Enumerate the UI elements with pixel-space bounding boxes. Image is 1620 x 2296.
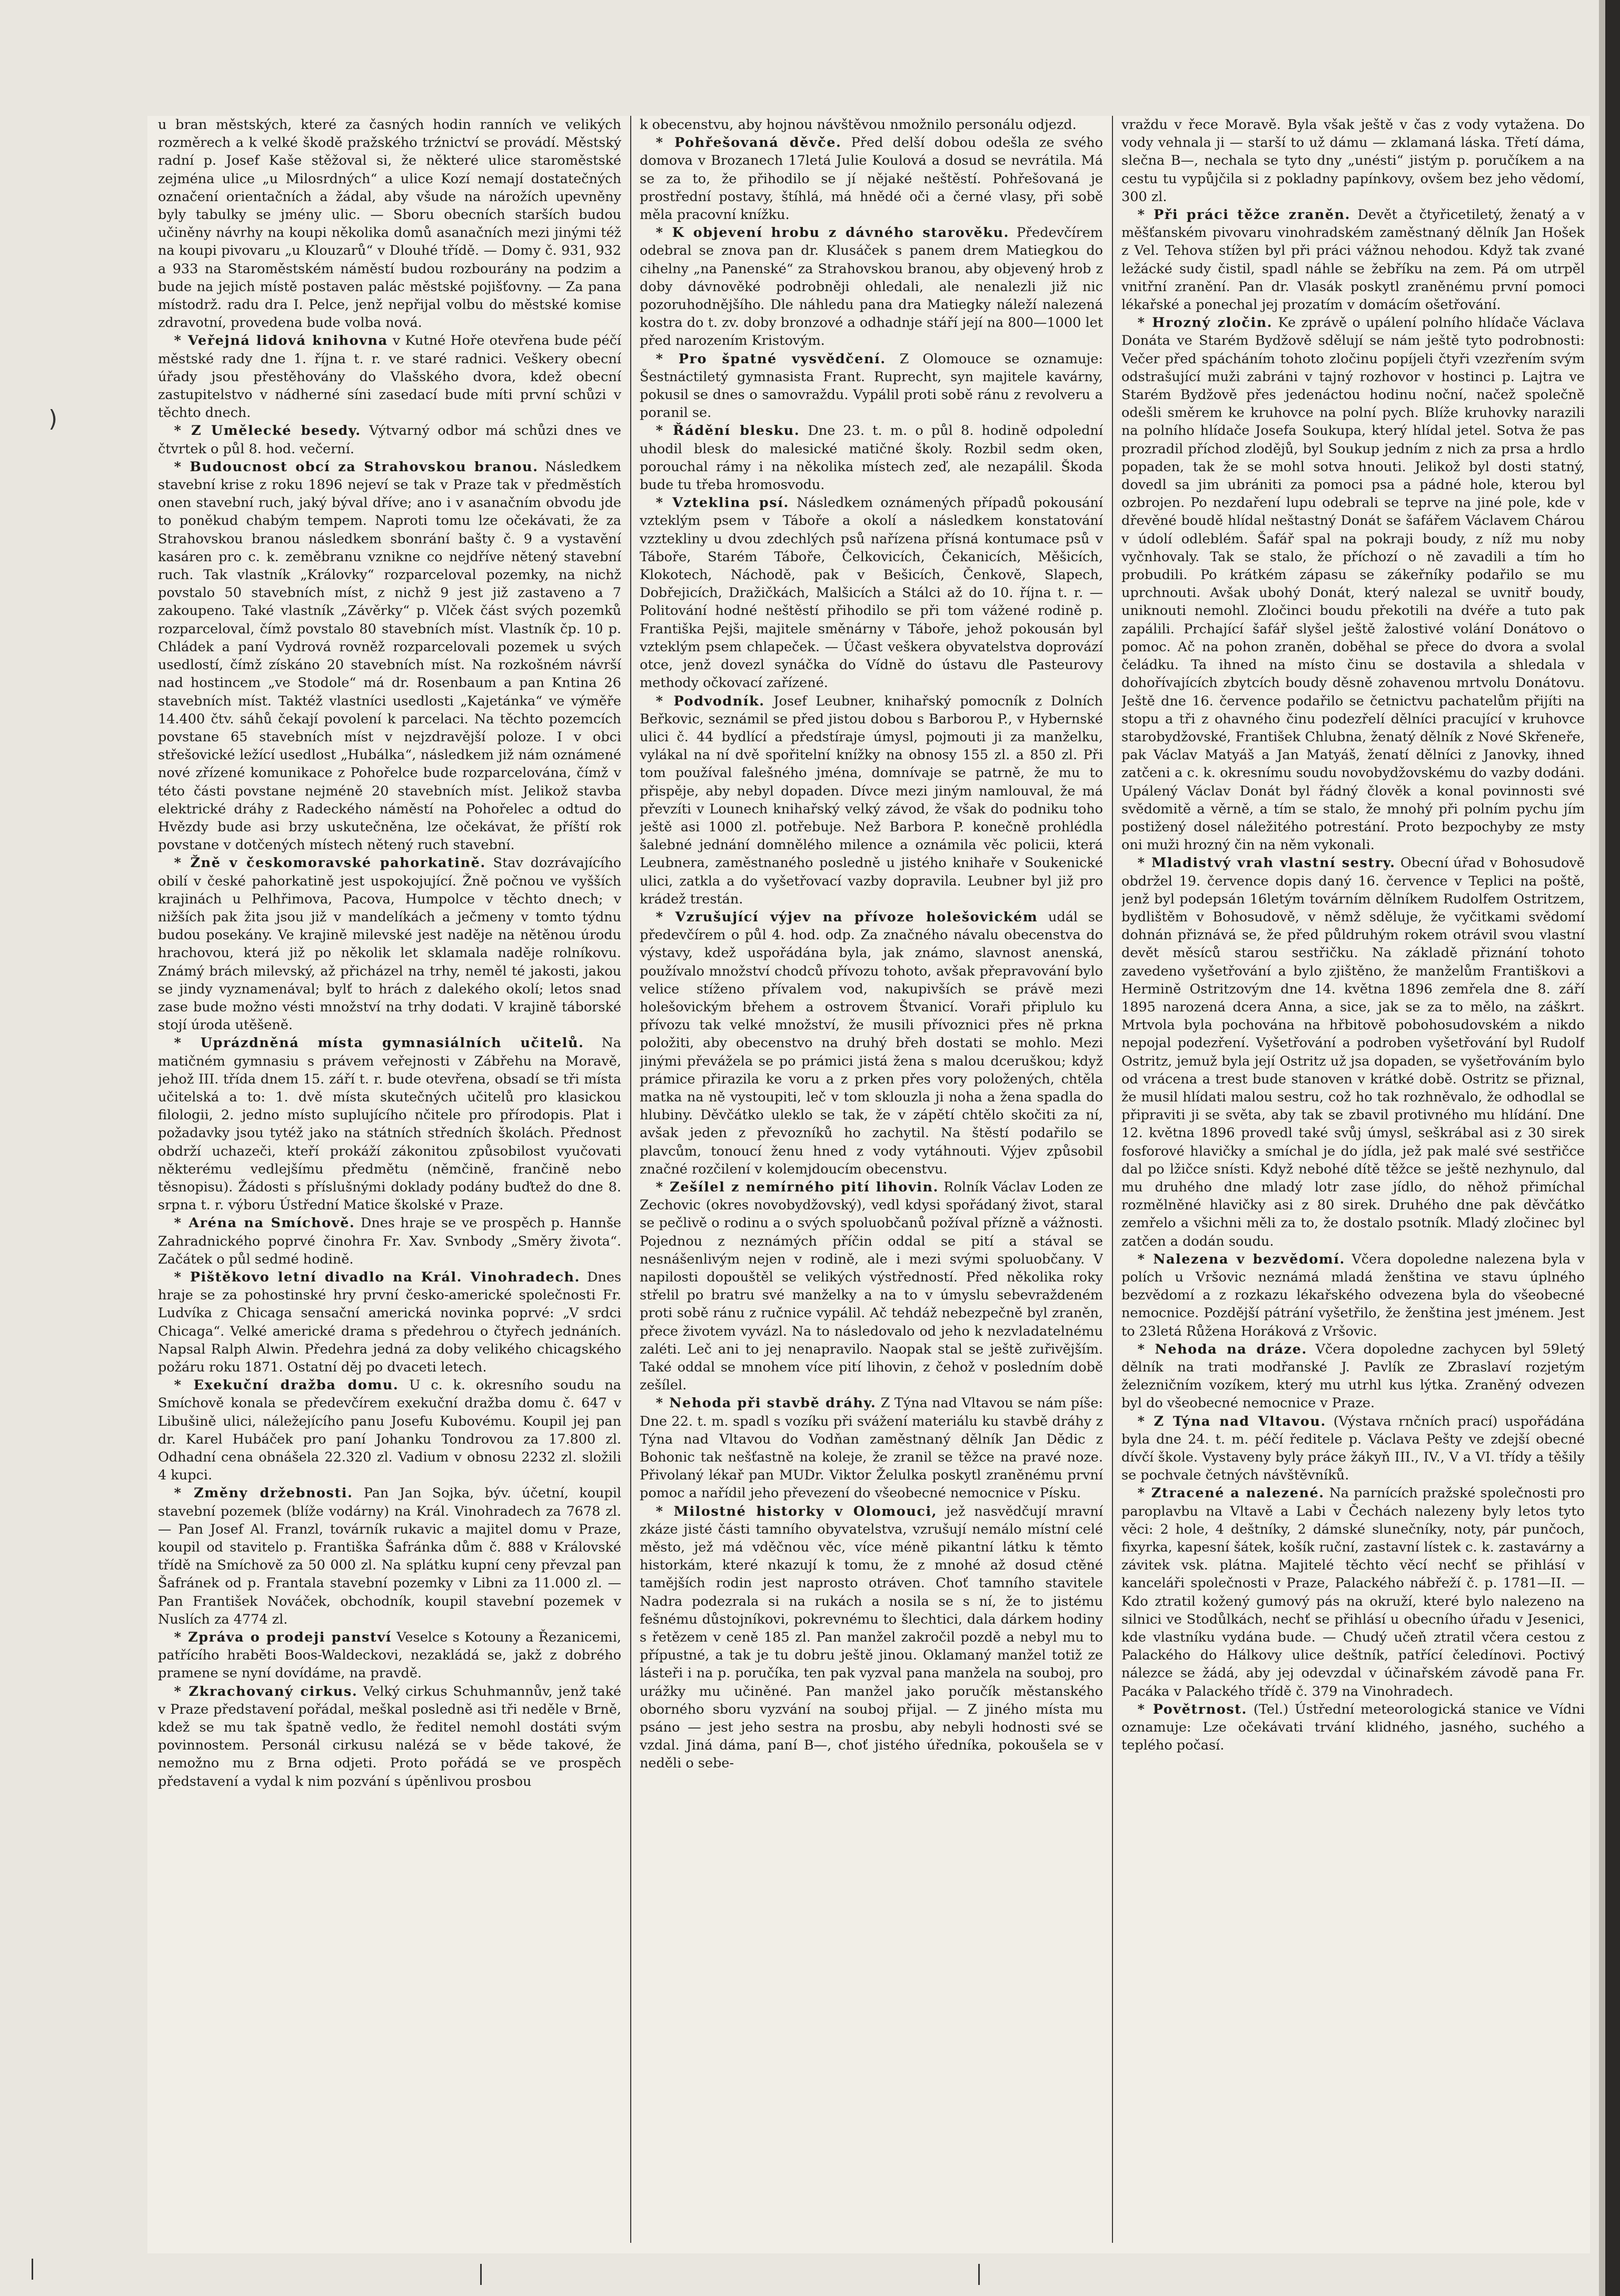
article	[640, 494, 1103, 692]
article-text: k obecenstvu, aby hojnou návštěvou nmožnilo personálu odjezd.	[640, 117, 1077, 133]
article-heading: * Nehoda při stavbě dráhy.	[655, 1395, 877, 1412]
article	[158, 458, 621, 854]
article-text: Stav dozrávajícího obilí v české pahorkatině jest uspokojující. Žně počnou ve vyšších krajinách u Pelhřimova, Pacova, Humpolce v těchto dnech; v nižších pak žita jsou již v mandelíkách a ječmeny v tomto týdnu budou posekány. Ve krajině milevské jest naděje na nětěnou úrodu hrachovou, která již po několik let sklamala naděje rolníkovu. Známý brách milevský, až přicházel na trhy, neměl té jakosti, jakou se jindy vyznamenával; bylť to hrách z dalekého okolí; letos snad zase bude možno vésti množství na trhy dodati. V krajině táborské stojí úroda utěšeně.	[158, 855, 621, 1033]
article-text: Velký cirkus Schuhmannův, jenž také v Praze představení pořádal, meškal posledně asi tři neděle v Brně, kdež se mu tak špatně vedlo, že ředitel nemohl dostáti svým povinnostem. Personál cirkusu nalézá se v běde takové, že nemožno mu z Brna odjeti. Proto pořádá se ve prospěch představení a vydal k nim pozvání s úpěnlivou prosbou	[158, 1683, 621, 1790]
article-heading: * Exekuční dražba domu.	[174, 1377, 399, 1394]
article	[158, 1214, 621, 1268]
article	[1121, 1484, 1585, 1700]
article-text: Dnes hraje se ve prospěch p. Hannše Zahradnického poprvé činohra Fr. Xav. Svnbody „Směry života“. Začátek o půl sedmé hodině.	[158, 1215, 621, 1267]
article	[158, 1034, 621, 1214]
article	[640, 350, 1103, 422]
article-text: jež nasvědčují mravní zkáze jisté části tamního obyvatelstva, vzrušují nemálo místní celé město, jež má vděčnou věc, více méně pikantní látku k těmto historkám, které nkazují k tomu, že z mnohé až dosud ctěné tamějších rodin jest naprosto otráven. Choť tamního stavitele Nadra podezrala si na rukách a nosila se s ní, že to jistému fešnému důstojníkovi, pokrevnému to šlechtici, dala dárkem hodiny s řetězem v ceně 185 zl. Pan manžel zakročil pozdě a nebyl mu to přípustné, a tak je tu dobru ještě jinou. Oklamaný manžel totiž ze lásteři i na p. poručíka, ten pak vyzval pana manžela na souboj, pro urážky mu učiněné. Pan manžel jako poručík městanského oborného sboru vyzvání na souboj přijal. — Z jiného místa mu psáno — jest jeho sestra na prosbu, aby nebyli hodnosti své se vzdal. Jiná dáma, paní B—, choť jistého úředníka, pokoušela se v neděli o sebe-	[640, 1503, 1103, 1772]
article-text: Výtvarný odbor má schůzi dnes ve čtvrtek o půl 8. hod. večerní.	[158, 423, 621, 457]
article	[1121, 1250, 1585, 1340]
article-heading: * Nalezena v bezvědomí.	[1137, 1251, 1345, 1267]
article-heading: * Zešílel z nemírného pití lihovin.	[655, 1179, 939, 1195]
article-heading: * Podvodník.	[655, 693, 765, 709]
article	[158, 1683, 621, 1791]
article	[640, 116, 1103, 134]
article-text: Z Týna nad Vltavou se nám píše: Dne 22. t. m. spadl s vozíku při svážení materiálu ku stavbě dráhy z Týna nad Vltavou do Vodňan zaměstnaný dělník Jan Dědic z Bohonic tak nešťastně na koleje, že zranil se těžce na pravé noze. Přivolaný lékař pan MUDr. Viktor Želulka poskytl zraněnému první pomoc a nařídil jeho převezení do všeobecné nemocnice v Písku.	[640, 1395, 1103, 1502]
article-heading: * Pohřešovaná děvče.	[655, 135, 842, 151]
article-text: (Výstava rnčních prací) uspořádána byla dne 24. t. m. péčí ředitele p. Václava Pešty ve zdejší obecné dívčí škole. Vystaveny byly práce žákyň III., IV., V a VI. třídy a těšily se pochvale četných návštěvníků.	[1121, 1413, 1585, 1484]
article-text: v Kutné Hoře otevřena bude péčí městské rady dne 1. října t. r. ve staré radnici. Veškery obecní úřady jsou přestěhovány do Vlašského dvora, kdež obecní zastupitelstvo v nádherné síni zasedací bude míti první schůzi v těchto dnech.	[158, 333, 621, 421]
article-text: Obecní úřad v Bohosudově obdržel 19. července dopis daný 16. července v Teplici na poště, jenž byl podepsán 16letým továrním dělníkem Rudolfem Ostritzem, bydlištěm v Bohosudově, v němž sděluje, že vyčitkami svědomí dohnán přiznává se, že před půldruhým rokem otrávil svou vlastní devět měsíců starou sestřičku. Na základě přiznání tohoto zavedeno vyšetřování a bylo zjištěno, že manželům Františkovi a Hermině Ostritzovým dne 14. května 1896 zemřela dne 8. září 1895 narozená dcera Anna, a sice, jak se za to mělo, na záškrt. Mrtvola byla pochována na hřbitově pobohosudovském a nikdo nepojal podezření. Vyšetřování a podroben vyšetřování byl Rudolf Ostritz, jemuž byla její Ostritz už jsa dopaden, se vyšetřováním bylo od vrácena a trest bude stanoven v krátké době. Ostritz se přiznal, že musil hlídati malou sestru, což ho tak rozhněvalo, že odhodlal se připraviti ji se světa, aby tak se zbavil protivného mu hlídání. Dne 12. května 1896 provedl také svůj úmysl, seškrábal asi z 30 sirek fosforové hlavičky a smíchal je do jídla, jež pak malé své sestřičce dal po lžičce snísti. Když nebohé dítě těžce se ještě nezhynulo, dal mu druhého dne mladý lotr zase jídlo, do něhož přimíchal rozmělněné hlavičky asi z 80 sirek. Druhého dne pak děvčátko zemřelo a všichni měli za to, že dostalo psotník. Mladý zločinec byl zatčen a dodán soudu.	[1121, 855, 1585, 1249]
article-heading: * Pištěkovo letní divadlo na Král. Vinohradech.	[174, 1269, 580, 1285]
article	[1121, 206, 1585, 314]
article-text: Dne 23. t. m. o půl 8. hodině odpolední uhodil blesk do malesické matičné školy. Rozbil sedm oken, porouchal rámy i na několika místech zeď, ale nezapálil. Škoda bude tu třeba hromosvodu.	[640, 423, 1103, 493]
article	[1121, 1340, 1585, 1413]
article-text: Dnes hraje se za pohostinské hry první česko-americké společnosti Fr. Ludvíka z Chicaga sensační americká novinka poprvé: „V srdci Chicaga“. Velké americké drama s předehrou o čtyřech jednáních. Napsal Ralph Alwin. Předehra jedná za doby velikého chicagského požáru roku 1871. Ostatní děj po dvaceti letech.	[158, 1269, 621, 1376]
column-divider	[630, 116, 631, 2243]
article	[158, 116, 621, 332]
article-heading: * Vzrušující výjev na přívoze holešovickém	[655, 909, 1038, 925]
article-heading: * Z Týna nad Vltavou.	[1137, 1413, 1326, 1429]
article	[640, 1178, 1103, 1394]
article-text: Devět a čtyřicetiletý, ženatý a v měšťanském pivovaru vinohradském zaměstnaný dělník Jan Hošek z Vel. Tehova stížen byl při práci vážnou nehodou. Když tak zvané ležácké sudy čistil, spadl náhle se žebříku na zem. Pá om utrpěl vnitřní zranění. Pan dr. Vlasák poskytl zraněnému první pomoci lékařské a ponechal jej prozatím v domácím ošetřování.	[1121, 207, 1585, 313]
article-text: Následkem stavební krise z roku 1896 nejeví se tak v Praze tak v předměstích onen stavební ruch, jaký býval dříve; ano i v asanačním obvodu jde to poněkud chabým tempem. Naproti tomu lze očekávati, že za Strahovskou branou následkem sbonrání bašty č. 9 a vystavění kasáren pro c. k. zeměbranu vznikne co nejdříve nětený stavební ruch. Tak vlastník „Královky“ rozparceloval pozemky, na nichž povstalo 50 stavebních míst, z nichž 9 jest již zastaveno a 7 zakoupeno. Také vlastník „Závěrky“ p. Vlček část svých pozemků rozparceloval, čímž povstalo 80 stavebních míst. Vlastník čp. 10 p. Chládek a paní Vydrová rovněž rozparcelovali pozemek u svých usedlostí, čímž získáno 20 stavebních míst. Na rozkošném návrší nad hostincem „ve Stodole“ má dr. Rosenbaum a pan Kntina 26 stavebních míst. Taktéž vlastníci usedlosti „Kajetánka“ ve výměře 14.400 čtv. sáhů čekají povolení k parcelaci. Na těchto pozemcích povstane 65 stavebních míst v nejzdravější poloze. I v obci střešovické ležící usedlost „Hubálka“, následkem již nám oznámené nové zřízené komunikace z Pohořelce bude rozparcelována, čímž v této části povstane nejméně 20 stavebních míst. Jelikož stavba elektrické dráhy z Radeckého náměstí na Pohořelec a odtud do Hvězdy bude asi brzy uskutečněna, lze očekávat, že příští rok povstane v dotčených místech nětený ruch stavební.	[158, 459, 621, 853]
article-text: U c. k. okresního soudu na Smíchově konala se předevčírem exekuční dražba domu č. 647 v Libušině ulici, náležejícího panu Josefu Kubovému. Koupil jej pan dr. Karel Hubáček pro paní Johanku Tondrovou za 17.800 zl. Odhadní cena obnášela 22.320 zl. Vadium v obnosu 2232 zl. složili 4 kupci.	[158, 1377, 621, 1484]
article	[158, 854, 621, 1034]
column-2	[640, 116, 1103, 2243]
article-heading: * Žně v českomoravské pahorkatině.	[174, 855, 486, 871]
article-heading: * Nehoda na dráze.	[1137, 1341, 1307, 1357]
article-heading: * Budoucnost obcí za Strahovskou branou.	[174, 459, 539, 475]
article-heading: * Mladistvý vrah vlastní sestry.	[1137, 855, 1396, 871]
article-text: Na parnících pražské společnosti pro paroplavbu na Vltavě a Labi v Čechách nalezeny byly letos tyto věci: 2 hole, 4 deštníky, 2 dámské slunečníky, noty, pár punčoch, fixyrka, kapesní šátek, košík ruční, zastavní lístek c. k. zastavárny a závitek vsk. plátna. Majitelé těchto věcí nechť se přihlásí v kanceláři společnosti v Praze, Palackého nábřeží č. p. 1781—II. — Kdo ztratil kožený gumový pás na okruží, které bylo nalezeno na silnici ve Stodůlkách, nechť se přihlásí u obecního úřadu v Jesenici, kde vlastníku vydána bude. — Chudý učeň ztratil včera cestou z Palackého do Hálkovy ulice deštník, patřící čeledínovi. Poctivý nálezce se žádá, aby jej odevzdal v účinařském závodě pana Fr. Pacáka v Palackého třídě č. 379 na Vinohradech.	[1121, 1485, 1585, 1699]
article-heading: * K objevení hrobu z dávného starověku.	[655, 225, 1009, 241]
article-text: Pan Jan Sojka, býv. účetní, koupil stavební pozemek (blíže vodárny) na Král. Vinohradech za 7678 zl. — Pan Josef Al. Franzl, továrník rukavic a majitel domu v Praze, koupil od stavitelo p. Františka Šafránka dům č. 888 v Královské třídě na Smíchově za 50 000 zl. Na splátku kupní ceny převzal pan Šafránek od p. Frantala stavební pozemky v Libni za 11.000 zl. — Pan František Nováček, obchodník, koupil stavební pozemek v Nuslích za 4774 zl.	[158, 1485, 621, 1627]
article-heading: * Z Umělecké besedy.	[174, 423, 361, 439]
article-heading: * Změny držebnosti.	[174, 1485, 353, 1502]
article-text: Včera dopoledne nalezena byla v polích u Vršovic neznámá mladá ženština ve stavu úplného bezvědomí a z rozkazu lékařského odvezena byla do všeobecné nemocnice. Pozdější pátrání vyšetřilo, že ženština jest jménem. Jest to 23letá Růžena Horáková z Vršovic.	[1121, 1251, 1585, 1339]
newspaper-page	[147, 116, 1590, 2253]
scan-tick	[480, 2264, 482, 2285]
article	[1121, 116, 1585, 206]
article-text: Na matičném gymnasiu s právem veřejnosti v Zábřehu na Moravě, jehož III. třída dnem 15. září t. r. bude otevřena, obsadí se tři místa učitelská a to: 1. dvě místa skutečných učitelů pro klasickou filologii, 2. jedno místo suplujícího nčitele pro přírodopis. Plat i požadavky jsou tytéž jako na státních středních školách. Přednost obdrží uchazeči, kteří prokáží zákonitou způsobilost vyučovati některému vedlejšímu předmětu (němčině, frančině nebo těsnopisu). Žádosti s příslušnými doklady podány buďtež do dne 8. srpna t. r. výboru Ústřední Matice školské v Praze.	[158, 1035, 621, 1214]
scan-tick	[32, 2259, 33, 2280]
article	[1121, 1701, 1585, 1755]
column-divider	[1112, 116, 1113, 2243]
article-heading: * Milostné historky v Olomouci,	[655, 1503, 938, 1519]
article-text: Včera dopoledne zachycen byl 59letý dělník na trati modřanské J. Pavlík ze Zbraslaví rozjetým železničním vozíkem, který mu utrhl kus lýtka. Zraněný odvezen byl do všeobecné nemocnice v Praze.	[1121, 1341, 1585, 1412]
article-heading: * Uprázdněná místa gymnasiálních učitelů.	[174, 1035, 584, 1051]
article-text: Následkem oznámených případů pokousání vzteklým psem v Táboře a okolí a následkem konstatování vzztekliny u dvou zdechlých psů nařízena přísná kontumace psů v Táboře, Starém Táboře, Čelkovicích, Čekanicích, Měšicích, Klokotech, Náchodě, pak v Bešicích, Čenkově, Slapech, Dobřejicích, Dražičkách, Malšicích a Stálci až do 10. října t. r. — Politování hodné neštěstí přihodilo se při tom vážené rodině p. Františka Pejši, majitele směnárny v Táboře, jehož pokousán byl vzteklým psem chlapeček. — Účast veškera obyvatelstva doprovází otce, jenž dovezl synáčka do Vídně do ústavu dle Pasteurovy methody očkovací zařízené.	[640, 495, 1103, 691]
article-text: u bran městských, které za časných hodin ranních ve velikých rozměrech a k velké škodě pražského trźnictví se provádí. Městský radní p. Josef Kaše stěžoval si, že některé ulice staroměstské zejména ulice „u Milosrdných“ a ulice Kozí nemají dostatečných označení orientačních a žádal, aby všude na nárožích upevněny byly tabulky se jmény ulic. — Sboru obecních starších budou učiněny návrhy na koupi několika domů asanačních mezi jinými též na koupi pivovaru „u Klouzarů“ v Dlouhé třídě. — Domy č. 931, 932 a 933 na Staroměstském náměstí budou rozbourány na podzim a bude na jejich místě postaven palác městské pojišťovny. — Za pana místodrž. radu dra I. Pelce, jenž nepřijal volbu do městské komise zdravotní, provedena bude volba nová.	[158, 117, 621, 331]
article	[158, 1268, 621, 1376]
article-heading: * Vzteklina psí.	[655, 495, 789, 511]
article-heading: * Aréna na Smíchově.	[174, 1215, 355, 1231]
article	[1121, 854, 1585, 1250]
article-heading: * Řádění blesku.	[655, 423, 800, 439]
article-text: Předevčírem odebral se znova pan dr. Klusáček s panem drem Matiegkou do cihelny „na Panenské“ za Strahovskou branou, aby objevený hrob z doby dávnověké podrobněji ohledali, ale nenalezli již nic pozoruhodnějšího. Dle náhledu pana dra Matiegky náleží nalezená kostra do t. zv. doby bronzové a odhadnje stáří její na 800—1000 let před narozením Kristovým.	[640, 225, 1103, 349]
article	[1121, 314, 1585, 854]
article-heading: * Povětrnost.	[1137, 1701, 1247, 1717]
scan-edge	[1599, 0, 1605, 2296]
margin-mark: )	[48, 405, 58, 432]
column-3	[1121, 116, 1585, 2243]
article-heading: * Zkrachovaný cirkus.	[174, 1683, 358, 1699]
article	[640, 908, 1103, 1178]
article-heading: * Zpráva o prodeji panství	[174, 1629, 392, 1646]
article-heading: * Hrozný zločin.	[1137, 315, 1273, 331]
article	[640, 1394, 1103, 1502]
article	[158, 1484, 621, 1628]
article-heading: * Při práci těžce zraněn.	[1137, 207, 1351, 223]
scan-edge	[1605, 0, 1620, 2296]
article-heading: * Ztracené a nalezené.	[1137, 1485, 1325, 1502]
column-1	[158, 116, 621, 2243]
article	[1121, 1413, 1585, 1485]
article	[640, 422, 1103, 494]
article	[158, 422, 621, 458]
article	[158, 332, 621, 422]
scan-tick	[978, 2264, 980, 2285]
article-text: vraždu v řece Moravě. Byla však ještě v čas z vody vytažena. Do vody vehnala ji — starší to už dámu — zklamaná láska. Třetí dáma, slečna B—, nechala se tyto dny „unésti“ jistým p. poručíkem a na cestu tu vypůjčila si z pokladny papínkovy, ovšem bez jeho vědomí, 300 zl.	[1121, 117, 1585, 205]
article	[640, 224, 1103, 350]
article-text: (Tel.) Ústřední meteorologická stanice ve Vídni oznamuje: Lze očekávati trvání klidného, jasného, suchého a teplého počasí.	[1121, 1701, 1585, 1754]
article-heading: * Pro špatné vysvědčení.	[655, 351, 886, 367]
article-text: Z Olomouce se oznamuje: Šestnáctiletý gymnasista Frant. Ruprecht, syn majitele kavárny, pokusil se dnes o samovraždu. Vypálil proti sobě ránu z revolveru a poranil se.	[640, 351, 1103, 421]
article	[640, 1503, 1103, 1773]
article-text: udál se předevčírem o půl 4. hod. odp. Za značného návalu obecenstva do výstavy, kdež uspořádána byla, jak známo, slavnost anenská, používalo množství chodců přívozu tohoto, avšak přepravování bylo velice stíženo přívalem vod, nakupivších se právě mezi holešovickým břehem a ostrovem Štvanicí. Voraři připlulo ku přívozu tak velké množství, že musili přívoznici přes ně prkna položiti, aby obecenstvo na druhý břeh dostati se mohlo. Mezi jinými převážela se po prámici jistá žena s malou dceruškou; když prámice přirazila ke voru a z prken přes vory položených, chtěla matka na ně vystoupiti, leč v tom sklouzla ji noha a žena spadla do hlubiny. Děvčátko uleklo se tak, že v zápětí chtělo skočiti za ní, avšak jeden z převozníků ho zachytil. Na štěstí podařilo se plavcům, tonoucí ženu hned z vody vytáhnouti. Výjev způsobil značné rozčilení v kolemjdoucím obecenstvu.	[640, 909, 1103, 1177]
article-text: Před delší dobou odešla ze svého domova v Brozanech 17letá Julie Koulová a dosud se nevrátila. Má se za to, že přihodilo se jí nějaké neštěstí. Pohřešovaná je prostřední postavy, štíhlá, má hnědé oči a černé vlasy, při sobě měla pracovní knížku.	[640, 135, 1103, 223]
article	[640, 134, 1103, 224]
article	[158, 1628, 621, 1683]
article	[640, 692, 1103, 908]
article-text: Rolník Václav Loden ze Zechovic (okres novobydžovský), vedl kdysi spořádaný život, staral se pečlivě o rodinu a o svých spoluobčanů požíval přízně a vážnosti. Pojednou z neznámých příčin oddal se pití a stával se nesnášenlivým nejen v rodině, ale i mezi svými spoluobčany. V napilosti dopouštěl se velikých výstředností. Před několika roky střelil po bratru své manželky a na to v úmyslu sebevraždeném proti sobě ránu z ručnice vypálil. Ač tehdáž nebezpečně byl zraněn, přece životem vyvázl. Na to následovalo od jeho k nezvladatelnému zaléti. Leč ani to jej nenapravilo. Naopak stal se ještě zuřivějším. Také oddal se mnohem více pití lihovin, z čehož v posledním době zešílel.	[640, 1179, 1103, 1394]
article-text: Veselce s Kotouny a Řezanicemi, patřícího hraběti Boos-Waldeckovi, nezakládá se, jakž z dobrého pramene se nyní dovídáme, na pravdě.	[158, 1629, 621, 1682]
article-heading: * Veřejná lidová knihovna	[174, 333, 388, 349]
article	[158, 1376, 621, 1484]
article-text: Josef Leubner, knihařský pomocník z Dolních Beřkovic, seznámil se před jistou dobou s Barborou P., v Hybernské ulici č. 44 bydlící a předstíraje úmysl, pojmouti ji za manželku, vylákal na ní dvě spořitelní knížky na obnosy 155 zl. a 850 zl. Při tom používal falešného jména, domnívaje se patrně, že mu to přispěje, aby nebyl dopaden. Dívce mezi jiným namlouval, že má převzíti v Lounech knihařský velký závod, že však do podniku toho ještě asi 1000 zl. potřebuje. Než Barbora P. konečně prohlédla šalebné jednání domnělého milence a oznámila věc policii, která Leubnera, zaměstnaného posledně u jistého knihaře v Soukenické ulici, zatkla a do vyšetřovací vazby dopravila. Leubner byl již pro krádež trestán.	[640, 693, 1103, 907]
article-text: Ke zprávě o upálení polního hlídače Václava Donáta ve Starém Bydžově sdělují se nám ještě tyto podrobnosti: Večer před spácháním tohoto zločinu popíjeli čtyři vzezřením svým odstrašující muži zabráni v tajný rozhovor v hostinci p. Lajtra ve Starém Bydžově přes jedenáctou hodinu noční, načež společně odešli směrem ke kruhovce na polní pych. Blíže kruhovky narazili na polního hlídače Josefa Soukupa, který hlídal jetel. Sotva že pas prozradil příchod zlodějů, byl Soukup jedním z nich za prsa a hrdlo popaden, tak že se mohl sotva hnouti. Jelikož byl dosti statný, dovedl sa jim ubrániti za pomoci psa a pádné hole, kterou byl ozbrojen. Po nezdaření lupu odebrali se teprve na jiné pole, kde v dřevěné boudě hlídal neštastný Donát se šafářem Václavem Chárou v údolí odleblém. Šafář spal na pokraji boudy, z níž mu noby vyčnhovaly. Tak se stalo, že příchozí o ně zavadili a tím ho probudili. Po krátkém zápasu se zákeřníky podařilo se mu uprchnouti. Avšak ubohý Donát, který nalezal se uvnitř boudy, uniknouti nemohl. Zločinci boudu překotili na dvéře a tuto pak zapálili. Prchající šafář slyšel ještě žalostivé volání Donátovo o pomoc. Ač na pohon zraněn, doběhal se přece do dvora a svolal čeládku. Ta ihned na místo činu se dostavila a shledala v dohořívajících zbytcích boudy děsně zohavenou mrtvolu Donátovu. Ještě dne 16. července podařilo se četnictvu pachatelům přijíti na stopu a tři z ohavného činu podezřelí dělníci pracující v kruhovce starobydžovské, František Chlubna, ženatý dělník z Nové Skřeneře, pak Václav Matyáš a Jan Matyáš, ženatí dělníci z Janovky, ihned zatčeni a c. k. okresnímu soudu novobydžovskému do vazby dodáni. Upálený Václav Donát byl řádný člověk a konal povinnosti své svědomitě a věrně, a tím se stalo, že mnohý při polním pychu jím postižený dosel náležitého potrestání. Proto bezpochyby ze msty oni muži hrozný čin na něm vykonali.	[1121, 315, 1585, 853]
